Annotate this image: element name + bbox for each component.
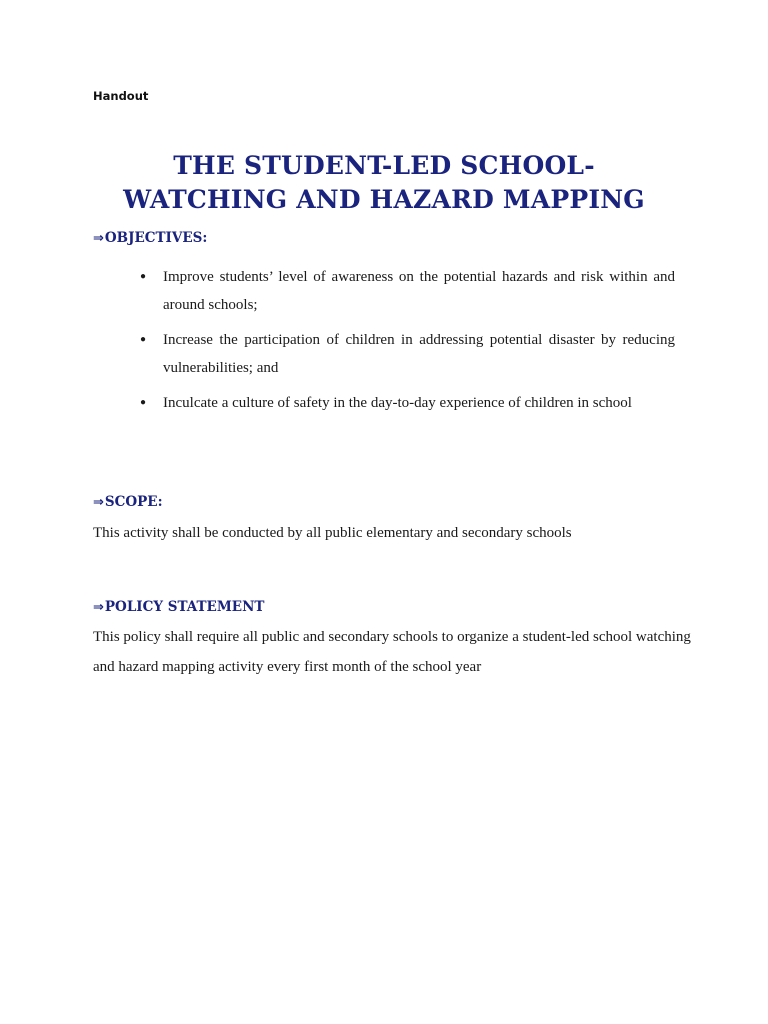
arrow-icon: ⇒ [93,599,104,615]
objective-text: Improve students’ level of awareness on the potential hazards and risk within and around schools; [163,269,675,313]
policy-heading-text: POLICY STATEMENT [104,599,265,615]
objectives-list [93,263,675,424]
scope-heading-text: SCOPE: [104,494,163,510]
arrow-icon: ⇒ [93,494,104,510]
document-title-line-1: THE STUDENT-LED SCHOOL- [173,151,595,180]
document-title-line-2: WATCHING AND HAZARD MAPPING [123,185,645,214]
bullet-icon: ● [140,334,147,345]
policy-paragraph: This policy shall require all public and secondary schools to organize a student-led school watching and hazard mapping activity every first month of the school year [93,629,691,675]
bullet-icon: ● [140,271,147,282]
handout-label: Handout [93,89,149,103]
objective-text: Inculcate a culture of safety in the day-to-day experience of children in school [163,395,632,411]
objectives-heading [93,230,207,246]
objective-text: Increase the participation of children in addressing potential disaster by reducing vulnerabilities; and [163,332,675,376]
bullet-icon: ● [140,397,147,408]
list-item [93,326,675,382]
policy-heading [93,599,264,615]
arrow-icon: ⇒ [93,230,104,246]
list-item [93,389,675,417]
scope-heading [93,494,163,510]
list-item [93,263,675,319]
objectives-heading-text: OBJECTIVES: [104,230,208,246]
scope-paragraph: This activity shall be conducted by all public elementary and secondary schools [93,525,572,541]
